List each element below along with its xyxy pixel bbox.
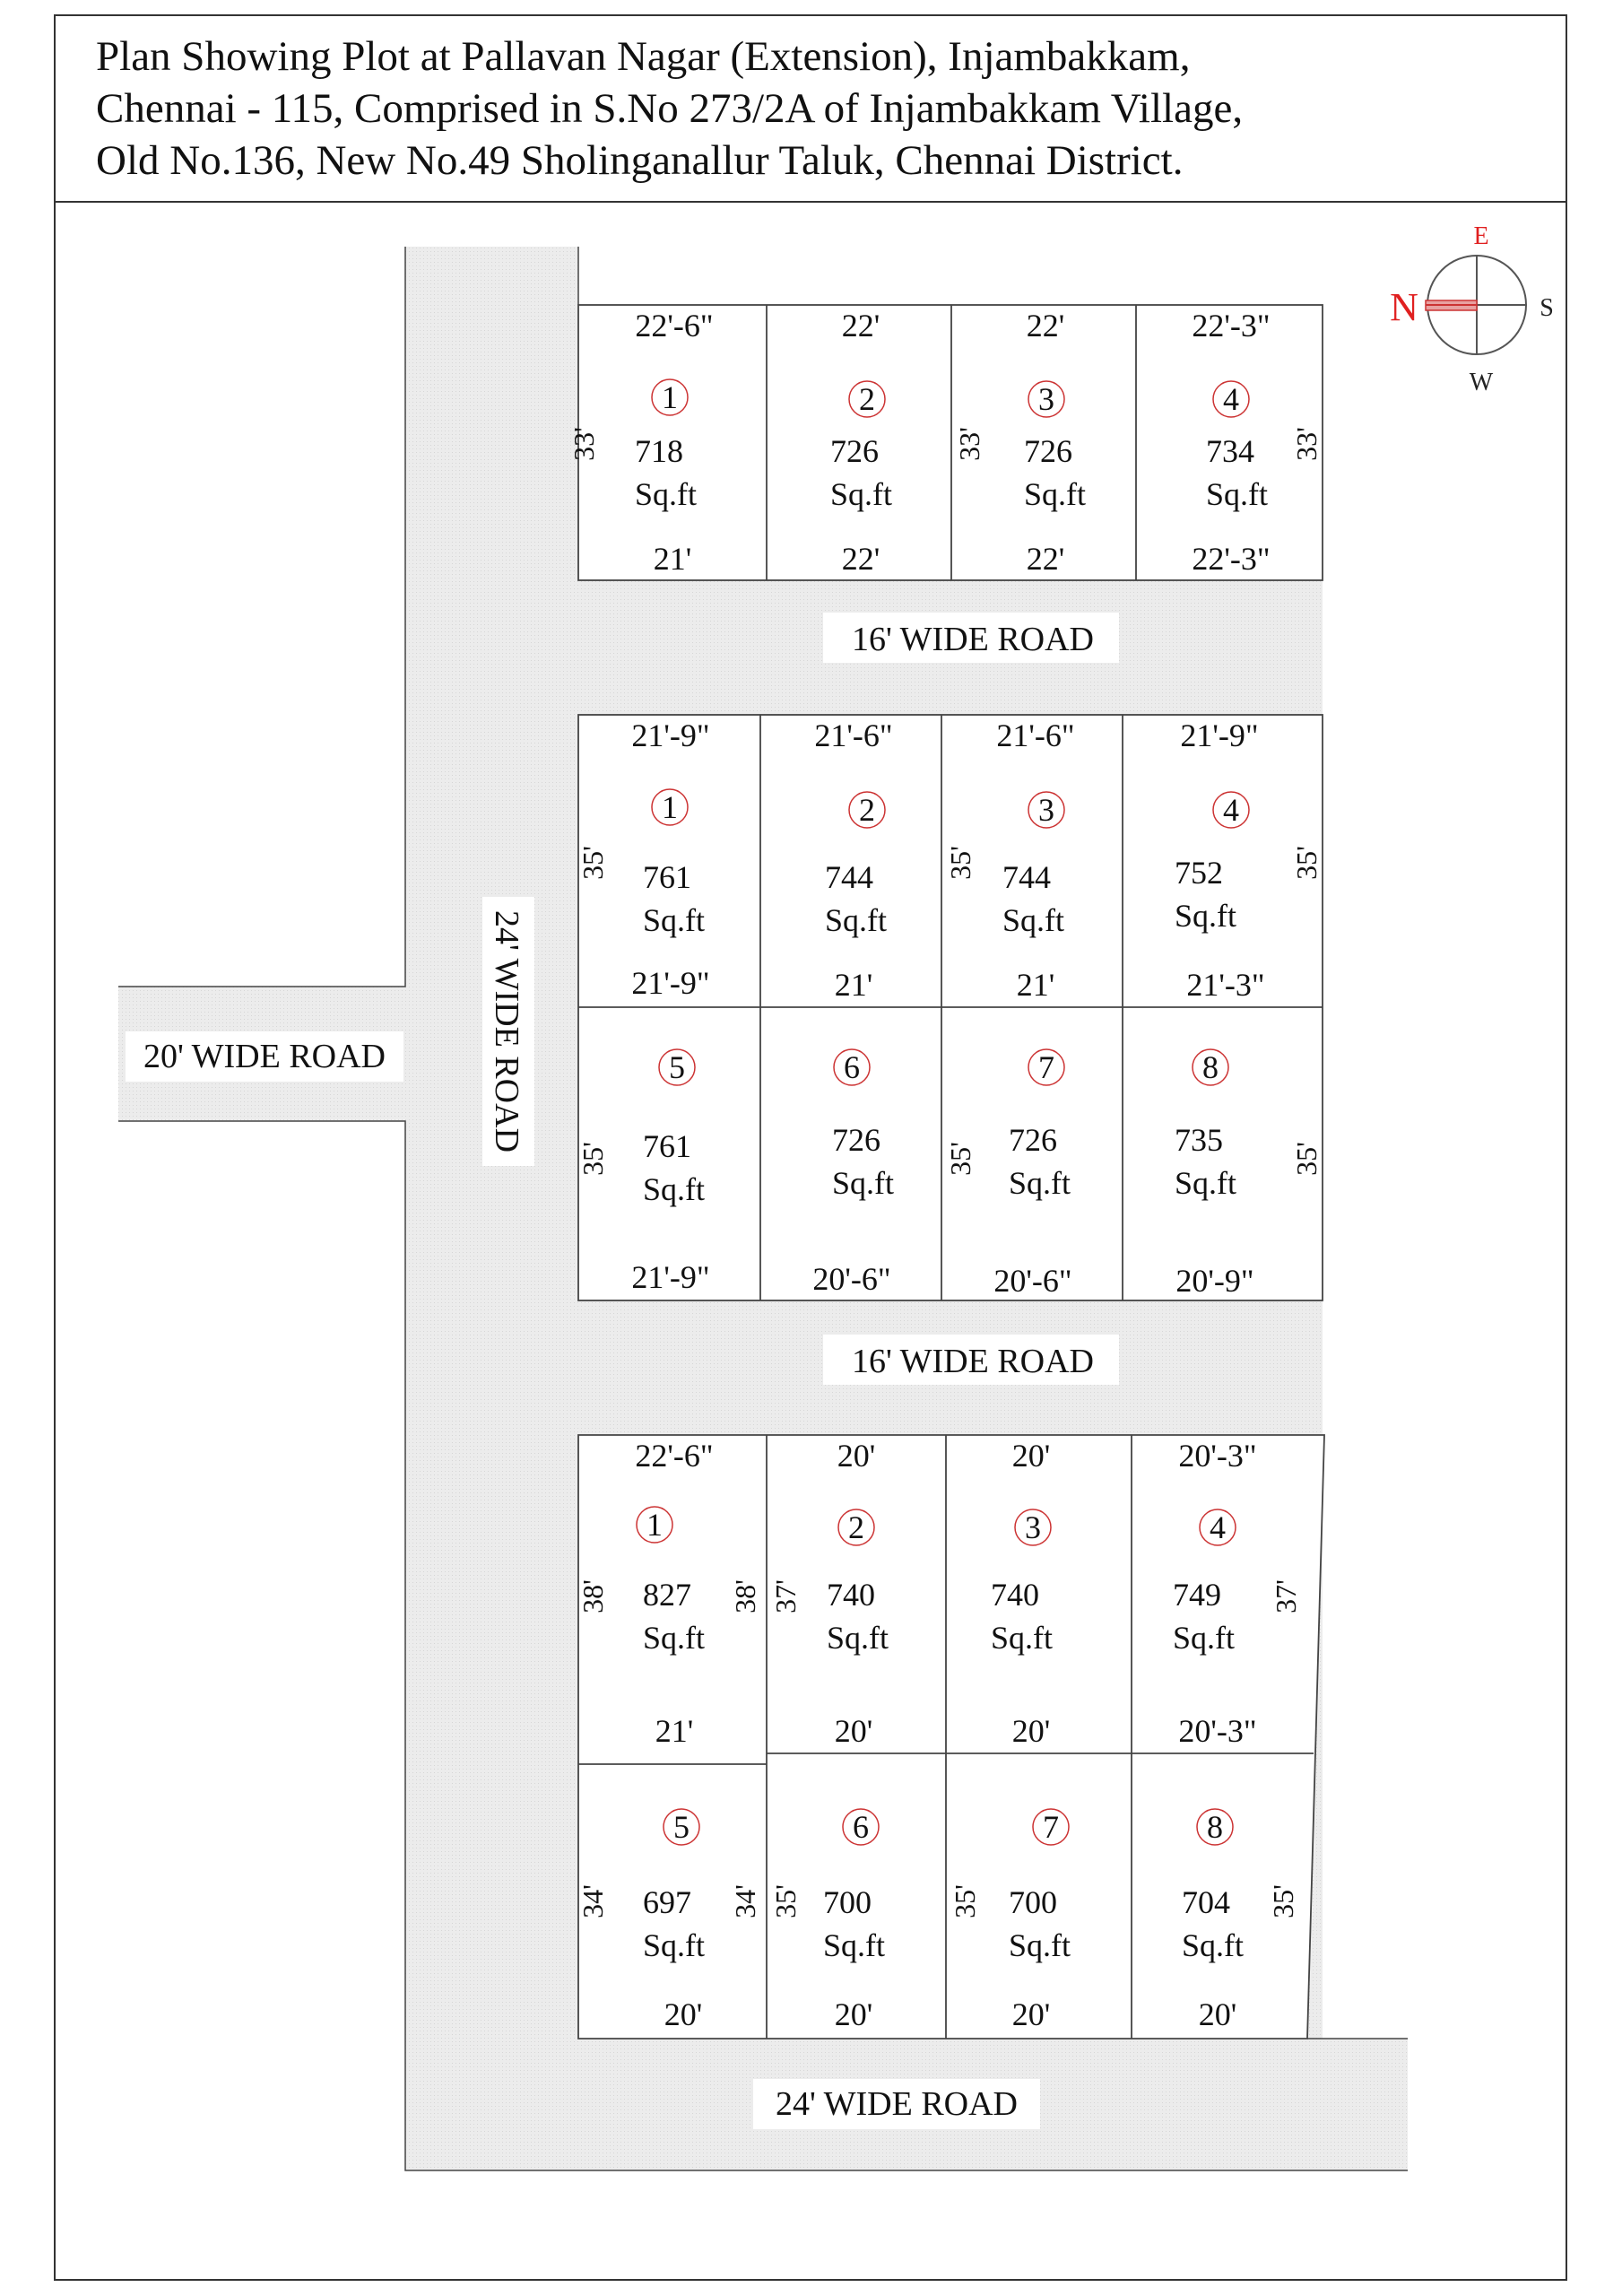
plot-front-dim: 22' xyxy=(841,308,880,344)
plot-area-unit: Sq.ft xyxy=(825,902,888,938)
plot-back-dim: 20'-6" xyxy=(993,1263,1072,1299)
plot-back-dim: 21'-3" xyxy=(1186,967,1265,1003)
plot-number: 2 xyxy=(848,1509,864,1545)
plot-back-dim: 21'-9" xyxy=(631,1259,710,1295)
plot-back-dim: 21' xyxy=(834,967,873,1003)
plot-number: 7 xyxy=(1038,1049,1054,1085)
depth-dim: 35' xyxy=(1290,846,1323,880)
plot-area-unit: Sq.ft xyxy=(635,476,698,512)
plot-back-dim: 20' xyxy=(1198,1996,1237,2032)
plot-area: 752 xyxy=(1175,855,1223,891)
plot-area: 744 xyxy=(825,859,873,895)
plot-area-unit: Sq.ft xyxy=(1002,902,1065,938)
plot-area: 827 xyxy=(643,1577,691,1613)
depth-dim: 33' xyxy=(1290,427,1323,461)
plot-area-unit: Sq.ft xyxy=(1175,1165,1237,1201)
block-2 xyxy=(578,715,1323,1300)
plot-number: 3 xyxy=(1025,1509,1041,1545)
road-16-lower-label: 16' WIDE ROAD xyxy=(851,1343,1095,1380)
depth-dim: 38' xyxy=(729,1579,761,1613)
depth-dim: 35' xyxy=(577,846,609,880)
compass-south: S xyxy=(1540,294,1554,322)
plot-number: 1 xyxy=(662,379,678,415)
plot-front-dim: 20' xyxy=(837,1438,876,1474)
depth-dim: 35' xyxy=(949,1884,981,1918)
plot-back-dim: 20' xyxy=(1011,1996,1051,2032)
plot-area-unit: Sq.ft xyxy=(643,1927,706,1963)
plot-number: 3 xyxy=(1038,792,1054,828)
depth-dim: 38' xyxy=(577,1579,609,1613)
plot-area-unit: Sq.ft xyxy=(832,1165,895,1201)
plot-number: 6 xyxy=(844,1049,860,1085)
title-line-2: Chennai - 115, Comprised in S.No 273/2A of Injambakkam Village, xyxy=(96,85,1244,132)
depth-dim: 37' xyxy=(769,1579,802,1613)
plot-front-dim: 21'-9" xyxy=(631,718,710,753)
road-24-bottom-label: 24' WIDE ROAD xyxy=(775,2085,1019,2123)
plot-back-dim: 20'-9" xyxy=(1175,1263,1254,1299)
plot-number: 4 xyxy=(1210,1509,1226,1545)
plot-number: 7 xyxy=(1043,1809,1059,1845)
plot-area: 726 xyxy=(1024,433,1072,469)
plot-back-dim: 20' xyxy=(664,1996,703,2032)
plot-back-dim: 22' xyxy=(1026,541,1065,577)
plot-area: 726 xyxy=(1009,1122,1057,1158)
plot-area: 726 xyxy=(830,433,879,469)
title-line-3: Old No.136, New No.49 Sholinganallur Taluk, Chennai District. xyxy=(96,137,1184,184)
plot-back-dim: 21' xyxy=(655,1713,694,1749)
plot-area-unit: Sq.ft xyxy=(1173,1620,1236,1656)
plot-front-dim: 20' xyxy=(1011,1438,1051,1474)
plot-area-unit: Sq.ft xyxy=(823,1927,886,1963)
plot-back-dim: 20'-6" xyxy=(812,1261,891,1297)
plot-area: 740 xyxy=(827,1577,875,1613)
plot-front-dim: 21'-9" xyxy=(1180,718,1259,753)
depth-dim: 33' xyxy=(568,427,600,461)
depth-dim: 37' xyxy=(1270,1579,1302,1613)
plot-area-unit: Sq.ft xyxy=(1175,898,1237,934)
plot-area: 740 xyxy=(991,1577,1039,1613)
plot-area: 749 xyxy=(1173,1577,1221,1613)
depth-dim: 33' xyxy=(953,427,985,461)
plot-area-unit: Sq.ft xyxy=(643,902,706,938)
plot-area-unit: Sq.ft xyxy=(643,1620,706,1656)
plot-number: 2 xyxy=(859,381,875,417)
plot-area: 726 xyxy=(832,1122,880,1158)
plot-back-dim: 20' xyxy=(834,1713,873,1749)
plot-area-unit: Sq.ft xyxy=(830,476,893,512)
compass xyxy=(1390,222,1554,396)
plot-number: 6 xyxy=(853,1809,869,1845)
depth-dim: 34' xyxy=(729,1884,761,1918)
plot-area-unit: Sq.ft xyxy=(991,1620,1054,1656)
compass-east: E xyxy=(1473,222,1489,250)
plot-area: 704 xyxy=(1182,1884,1230,1920)
road-16-upper-label: 16' WIDE ROAD xyxy=(851,621,1095,658)
plot-area-unit: Sq.ft xyxy=(1182,1927,1245,1963)
plot-back-dim: 22' xyxy=(841,541,880,577)
plot-front-dim: 21'-6" xyxy=(996,718,1075,753)
plot-front-dim: 22'-6" xyxy=(635,1438,714,1474)
plot-back-dim: 20'-3" xyxy=(1178,1713,1257,1749)
plot-area: 761 xyxy=(643,859,691,895)
road-20-left-label: 20' WIDE ROAD xyxy=(143,1038,386,1075)
plot-number: 5 xyxy=(669,1049,685,1085)
plot-back-dim: 20' xyxy=(1011,1713,1051,1749)
plot-back-dim: 22'-3" xyxy=(1192,541,1271,577)
plot-area-unit: Sq.ft xyxy=(1024,476,1087,512)
plot-number: 8 xyxy=(1207,1809,1223,1845)
plot-front-dim: 22'-3" xyxy=(1192,308,1271,344)
depth-dim: 35' xyxy=(1267,1884,1299,1918)
plot-number: 1 xyxy=(662,789,678,825)
road-24-vertical-label: 24' WIDE ROAD xyxy=(488,909,525,1153)
plot-number: 1 xyxy=(646,1507,663,1543)
plot-area-unit: Sq.ft xyxy=(1009,1927,1071,1963)
plot-area: 700 xyxy=(1009,1884,1057,1920)
plot-front-dim: 21'-6" xyxy=(814,718,893,753)
plot-area-unit: Sq.ft xyxy=(643,1171,706,1207)
plot-area: 700 xyxy=(823,1884,872,1920)
plot-back-dim: 21' xyxy=(1016,967,1055,1003)
compass-north: N xyxy=(1390,285,1418,329)
depth-dim: 34' xyxy=(577,1884,609,1918)
plot-front-dim: 20'-3" xyxy=(1178,1438,1257,1474)
depth-dim: 35' xyxy=(944,846,976,880)
plot-area-unit: Sq.ft xyxy=(1009,1165,1071,1201)
plot-front-dim: 22'-6" xyxy=(635,308,714,344)
plot-back-dim: 20' xyxy=(834,1996,873,2032)
plot-area: 735 xyxy=(1175,1122,1223,1158)
depth-dim: 35' xyxy=(577,1142,609,1176)
plot-number: 2 xyxy=(859,792,875,828)
depth-dim: 35' xyxy=(769,1884,802,1918)
depth-dim: 35' xyxy=(944,1142,976,1176)
plot-number: 4 xyxy=(1223,381,1239,417)
plot-number: 3 xyxy=(1038,381,1054,417)
plot-area: 761 xyxy=(643,1128,691,1164)
plot-area: 697 xyxy=(643,1884,691,1920)
plot-number: 4 xyxy=(1223,792,1239,828)
plot-back-dim: 21' xyxy=(653,541,692,577)
depth-dim: 35' xyxy=(1290,1142,1323,1176)
plot-back-dim: 21'-9" xyxy=(631,965,710,1001)
title-line-1: Plan Showing Plot at Pallavan Nagar (Extension), Injambakkam, xyxy=(96,33,1191,80)
plot-front-dim: 22' xyxy=(1026,308,1065,344)
plot-area: 734 xyxy=(1206,433,1254,469)
plot-area: 744 xyxy=(1002,859,1051,895)
plot-number: 5 xyxy=(673,1809,690,1845)
plot-area-unit: Sq.ft xyxy=(827,1620,889,1656)
plot-area: 718 xyxy=(635,433,683,469)
plot-area-unit: Sq.ft xyxy=(1206,476,1269,512)
plot-number: 8 xyxy=(1202,1049,1219,1085)
compass-west: W xyxy=(1469,369,1494,396)
